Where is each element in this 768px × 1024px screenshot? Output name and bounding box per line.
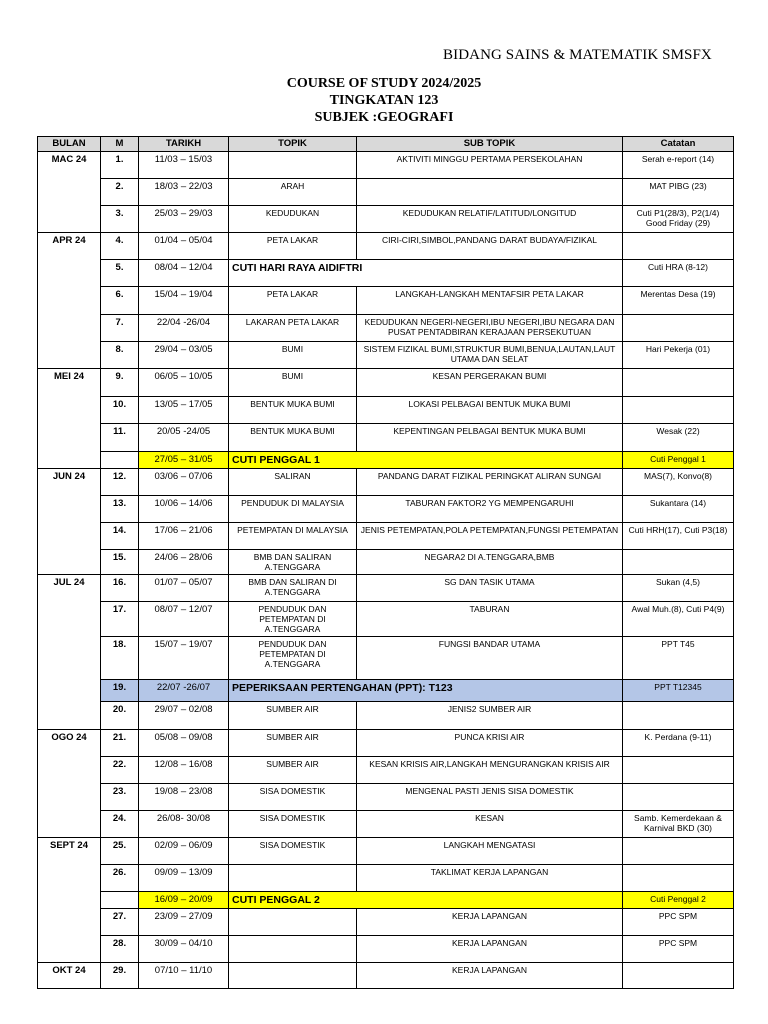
cell-bulan [38,757,101,784]
cell-bulan [38,602,101,637]
cell-catatan [623,963,734,989]
department-heading: BIDANG SAINS & MATEMATIK SMSFX [443,47,712,63]
cell-catatan: Samb. Kemerdekaan & Karnival BKD (30) [623,811,734,838]
cell-week-number: 11. [101,424,139,452]
cell-sub-topik: TABURAN FAKTOR2 YG MEMPENGARUHI [357,496,623,523]
col-header-tarikh: TARIKH [139,137,229,152]
cell-catatan: Sukantara (14) [623,496,734,523]
cell-topik: ARAH [229,179,357,206]
cell-tarikh: 03/06 – 07/06 [139,469,229,496]
cell-topik: SUMBER AIR [229,757,357,784]
cell-tarikh: 18/03 – 22/03 [139,179,229,206]
table-row [38,496,734,523]
cell-topik: KEDUDUKAN [229,206,357,233]
cell-catatan [623,838,734,865]
cell-bulan [38,936,101,963]
table-row [38,315,734,342]
table-row [38,909,734,936]
cell-week-number: 26. [101,865,139,892]
cell-tarikh: 17/06 – 21/06 [139,523,229,550]
course-table [37,136,734,989]
cell-topik: SALIRAN [229,469,357,496]
cell-bulan: MAC 24 [38,152,101,179]
table-row [38,680,734,702]
cell-bulan: OKT 24 [38,963,101,989]
table-row [38,469,734,496]
cell-sub-topik: LANGKAH-LANGKAH MENTAFSIR PETA LAKAR [357,287,623,315]
cell-week-number: 7. [101,315,139,342]
table-row [38,550,734,575]
cell-tarikh: 08/07 – 12/07 [139,602,229,637]
cell-topik [229,909,357,936]
cell-catatan: Sukan (4,5) [623,575,734,602]
cell-tarikh: 02/09 – 06/09 [139,838,229,865]
cell-tarikh: 07/10 – 11/10 [139,963,229,989]
table-header-row [38,137,734,152]
cell-topik [229,936,357,963]
cell-topik-span: CUTI PENGGAL 1 [229,452,623,469]
cell-topik: BMB DAN SALIRAN DI A.TENGGARA [229,575,357,602]
cell-topik: PENDUDUK DI MALAYSIA [229,496,357,523]
document-title-block [0,75,768,126]
cell-week-number: 8. [101,342,139,369]
cell-tarikh: 23/09 – 27/09 [139,909,229,936]
cell-bulan [38,496,101,523]
cell-bulan [38,865,101,892]
col-header-sub-topik: SUB TOPIK [357,137,623,152]
cell-sub-topik: SG DAN TASIK UTAMA [357,575,623,602]
table-row [38,424,734,452]
cell-catatan: Cuti P1(28/3), P2(1/4) Good Friday (29) [623,206,734,233]
cell-week-number: 27. [101,909,139,936]
subject-title: SUBJEK :GEOGRAFI [314,110,454,125]
cell-week-number: 9. [101,369,139,397]
cell-sub-topik: SISTEM FIZIKAL BUMI,STRUKTUR BUMI,BENUA,LAUTAN,LAUT UTAMA DAN SELAT [357,342,623,369]
cell-topik-span: PEPERIKSAAN PERTENGAHAN (PPT): T123 [229,680,623,702]
cell-catatan: PPT T45 [623,637,734,680]
cell-topik: SISA DOMESTIK [229,838,357,865]
cell-topik: PETA LAKAR [229,287,357,315]
cell-bulan [38,909,101,936]
cell-catatan [623,702,734,730]
cell-topik-span: CUTI PENGGAL 2 [229,892,623,909]
cell-topik: PETA LAKAR [229,233,357,260]
cell-week-number: 24. [101,811,139,838]
cell-topik: BENTUK MUKA BUMI [229,397,357,424]
cell-bulan [38,315,101,342]
cell-catatan: Serah e-report (14) [623,152,734,179]
cell-bulan [38,637,101,680]
cell-week-number: 10. [101,397,139,424]
cell-week-number: 4. [101,233,139,260]
cell-catatan [623,369,734,397]
cell-topik: PENDUDUK DAN PETEMPATAN DI A.TENGGARA [229,602,357,637]
table-row [38,963,734,989]
table-row [38,757,734,784]
cell-sub-topik: KEDUDUKAN RELATIF/LATITUD/LONGITUD [357,206,623,233]
cell-topik: BUMI [229,342,357,369]
cell-week-number: 21. [101,730,139,757]
cell-catatan: Cuti Penggal 2 [623,892,734,909]
cell-sub-topik: CIRI-CIRI,SIMBOL,PANDANG DARAT BUDAYA/FIZIKAL [357,233,623,260]
cell-tarikh: 15/04 – 19/04 [139,287,229,315]
cell-bulan [38,784,101,811]
table-row [38,730,734,757]
cell-topik: BMB DAN SALIRAN A.TENGGARA [229,550,357,575]
cell-week-number: 12. [101,469,139,496]
cell-tarikh: 05/08 – 09/08 [139,730,229,757]
table-row [38,784,734,811]
cell-topik: PENDUDUK DAN PETEMPATAN DI A.TENGGARA [229,637,357,680]
cell-sub-topik: KESAN PERGERAKAN BUMI [357,369,623,397]
cell-tarikh: 30/09 – 04/10 [139,936,229,963]
col-header-m: M [101,137,139,152]
cell-sub-topik: LANGKAH MENGATASI [357,838,623,865]
col-header-catatan: Catatan [623,137,734,152]
cell-sub-topik: TABURAN [357,602,623,637]
cell-tarikh: 06/05 – 10/05 [139,369,229,397]
cell-sub-topik: NEGARA2 DI A.TENGGARA,BMB [357,550,623,575]
cell-catatan: PPC SPM [623,936,734,963]
col-header-bulan: BULAN [38,137,101,152]
cell-week-number: 18. [101,637,139,680]
table-row [38,602,734,637]
level-title: TINGKATAN 123 [329,93,439,108]
cell-bulan: SEPT 24 [38,838,101,865]
cell-sub-topik: AKTIVITI MINGGU PERTAMA PERSEKOLAHAN [357,152,623,179]
cell-tarikh: 11/03 – 15/03 [139,152,229,179]
cell-topik: BUMI [229,369,357,397]
cell-tarikh: 29/07 – 02/08 [139,702,229,730]
cell-tarikh: 12/08 – 16/08 [139,757,229,784]
cell-bulan: MEI 24 [38,369,101,397]
cell-tarikh: 27/05 – 31/05 [139,452,229,469]
cell-week-number: 19. [101,680,139,702]
cell-topik: SISA DOMESTIK [229,784,357,811]
table-row [38,152,734,179]
table-row [38,892,734,909]
cell-week-number: 29. [101,963,139,989]
cell-tarikh: 01/04 – 05/04 [139,233,229,260]
cell-topik [229,865,357,892]
table-row [38,523,734,550]
cell-catatan: PPC SPM [623,909,734,936]
cell-catatan [623,233,734,260]
course-title: COURSE OF STUDY 2024/2025 [286,76,482,91]
cell-catatan [623,550,734,575]
cell-tarikh: 26/08- 30/08 [139,811,229,838]
cell-week-number: 22. [101,757,139,784]
table-row [38,179,734,206]
table-row [38,838,734,865]
cell-catatan: Cuti HRA (8-12) [623,260,734,287]
cell-tarikh: 22/04 -26/04 [139,315,229,342]
cell-sub-topik: KEPENTINGAN PELBAGAI BENTUK MUKA BUMI [357,424,623,452]
cell-bulan [38,702,101,730]
cell-sub-topik: TAKLIMAT KERJA LAPANGAN [357,865,623,892]
cell-bulan [38,342,101,369]
table-row [38,452,734,469]
cell-bulan [38,811,101,838]
cell-bulan [38,523,101,550]
cell-week-number: 5. [101,260,139,287]
cell-tarikh: 29/04 – 03/05 [139,342,229,369]
cell-tarikh: 25/03 – 29/03 [139,206,229,233]
cell-sub-topik: MENGENAL PASTI JENIS SISA DOMESTIK [357,784,623,811]
table-row [38,342,734,369]
cell-bulan [38,287,101,315]
cell-sub-topik [357,179,623,206]
cell-week-number: 14. [101,523,139,550]
cell-topik: SISA DOMESTIK [229,811,357,838]
cell-topik: BENTUK MUKA BUMI [229,424,357,452]
cell-week-number: 6. [101,287,139,315]
cell-bulan [38,680,101,702]
cell-week-number: 15. [101,550,139,575]
cell-week-number: 1. [101,152,139,179]
cell-week-number: 3. [101,206,139,233]
cell-tarikh: 13/05 – 17/05 [139,397,229,424]
table-row [38,637,734,680]
cell-topik: LAKARAN PETA LAKAR [229,315,357,342]
cell-bulan [38,206,101,233]
cell-bulan: JUL 24 [38,575,101,602]
cell-week-number: 16. [101,575,139,602]
cell-catatan: PPT T12345 [623,680,734,702]
cell-topik-span: CUTI HARI RAYA AIDIFTRI [229,260,623,287]
cell-tarikh: 16/09 – 20/09 [139,892,229,909]
cell-tarikh: 09/09 – 13/09 [139,865,229,892]
cell-bulan [38,550,101,575]
cell-week-number [101,452,139,469]
cell-topik [229,152,357,179]
cell-bulan [38,397,101,424]
cell-sub-topik: KERJA LAPANGAN [357,936,623,963]
cell-week-number: 20. [101,702,139,730]
cell-sub-topik: PANDANG DARAT FIZIKAL PERINGKAT ALIRAN SUNGAI [357,469,623,496]
cell-catatan: Wesak (22) [623,424,734,452]
cell-sub-topik: JENIS2 SUMBER AIR [357,702,623,730]
cell-catatan: MAT PIBG (23) [623,179,734,206]
table-row [38,397,734,424]
table-row [38,811,734,838]
cell-week-number: 25. [101,838,139,865]
cell-tarikh: 01/07 – 05/07 [139,575,229,602]
table-row [38,702,734,730]
cell-topik [229,963,357,989]
cell-sub-topik: FUNGSI BANDAR UTAMA [357,637,623,680]
cell-catatan [623,784,734,811]
cell-catatan: Cuti HRH(17), Cuti P3(18) [623,523,734,550]
cell-topik: SUMBER AIR [229,702,357,730]
cell-catatan: Cuti Penggal 1 [623,452,734,469]
cell-topik: PETEMPATAN DI MALAYSIA [229,523,357,550]
cell-bulan [38,424,101,452]
cell-sub-topik: KERJA LAPANGAN [357,909,623,936]
cell-week-number: 17. [101,602,139,637]
col-header-topik: TOPIK [229,137,357,152]
cell-week-number: 13. [101,496,139,523]
cell-week-number: 28. [101,936,139,963]
cell-sub-topik: LOKASI PELBAGAI BENTUK MUKA BUMI [357,397,623,424]
cell-catatan: Awal Muh.(8), Cuti P4(9) [623,602,734,637]
cell-bulan: JUN 24 [38,469,101,496]
cell-tarikh: 22/07 -26/07 [139,680,229,702]
cell-bulan [38,260,101,287]
table-row [38,233,734,260]
cell-catatan [623,315,734,342]
cell-tarikh: 20/05 -24/05 [139,424,229,452]
table-row [38,369,734,397]
cell-week-number: 2. [101,179,139,206]
cell-sub-topik: KEDUDUKAN NEGERI-NEGERI,IBU NEGERI,IBU NEGARA DAN PUSAT PENTADBIRAN KERAJAAN PERSEKUTUAN [357,315,623,342]
cell-catatan [623,397,734,424]
cell-bulan: OGO 24 [38,730,101,757]
table-row [38,260,734,287]
cell-tarikh: 24/06 – 28/06 [139,550,229,575]
cell-catatan: Merentas Desa (19) [623,287,734,315]
table-row [38,206,734,233]
cell-sub-topik: JENIS PETEMPATAN,POLA PETEMPATAN,FUNGSI PETEMPATAN [357,523,623,550]
cell-bulan [38,179,101,206]
cell-sub-topik: KERJA LAPANGAN [357,963,623,989]
cell-tarikh: 15/07 – 19/07 [139,637,229,680]
cell-bulan [38,892,101,909]
cell-catatan: Hari Pekerja (01) [623,342,734,369]
cell-tarikh: 19/08 – 23/08 [139,784,229,811]
cell-week-number: 23. [101,784,139,811]
cell-sub-topik: KESAN KRISIS AIR,LANGKAH MENGURANGKAN KRISIS AIR [357,757,623,784]
cell-catatan [623,865,734,892]
cell-catatan: MAS(7), Konvo(8) [623,469,734,496]
cell-bulan: APR 24 [38,233,101,260]
cell-topik: SUMBER AIR [229,730,357,757]
cell-bulan [38,452,101,469]
cell-catatan: K. Perdana (9-11) [623,730,734,757]
cell-sub-topik: KESAN [357,811,623,838]
cell-week-number [101,892,139,909]
cell-catatan [623,757,734,784]
table-row [38,865,734,892]
cell-tarikh: 08/04 – 12/04 [139,260,229,287]
table-row [38,936,734,963]
cell-tarikh: 10/06 – 14/06 [139,496,229,523]
table-row [38,287,734,315]
cell-sub-topik: PUNCA KRISI AIR [357,730,623,757]
table-row [38,575,734,602]
